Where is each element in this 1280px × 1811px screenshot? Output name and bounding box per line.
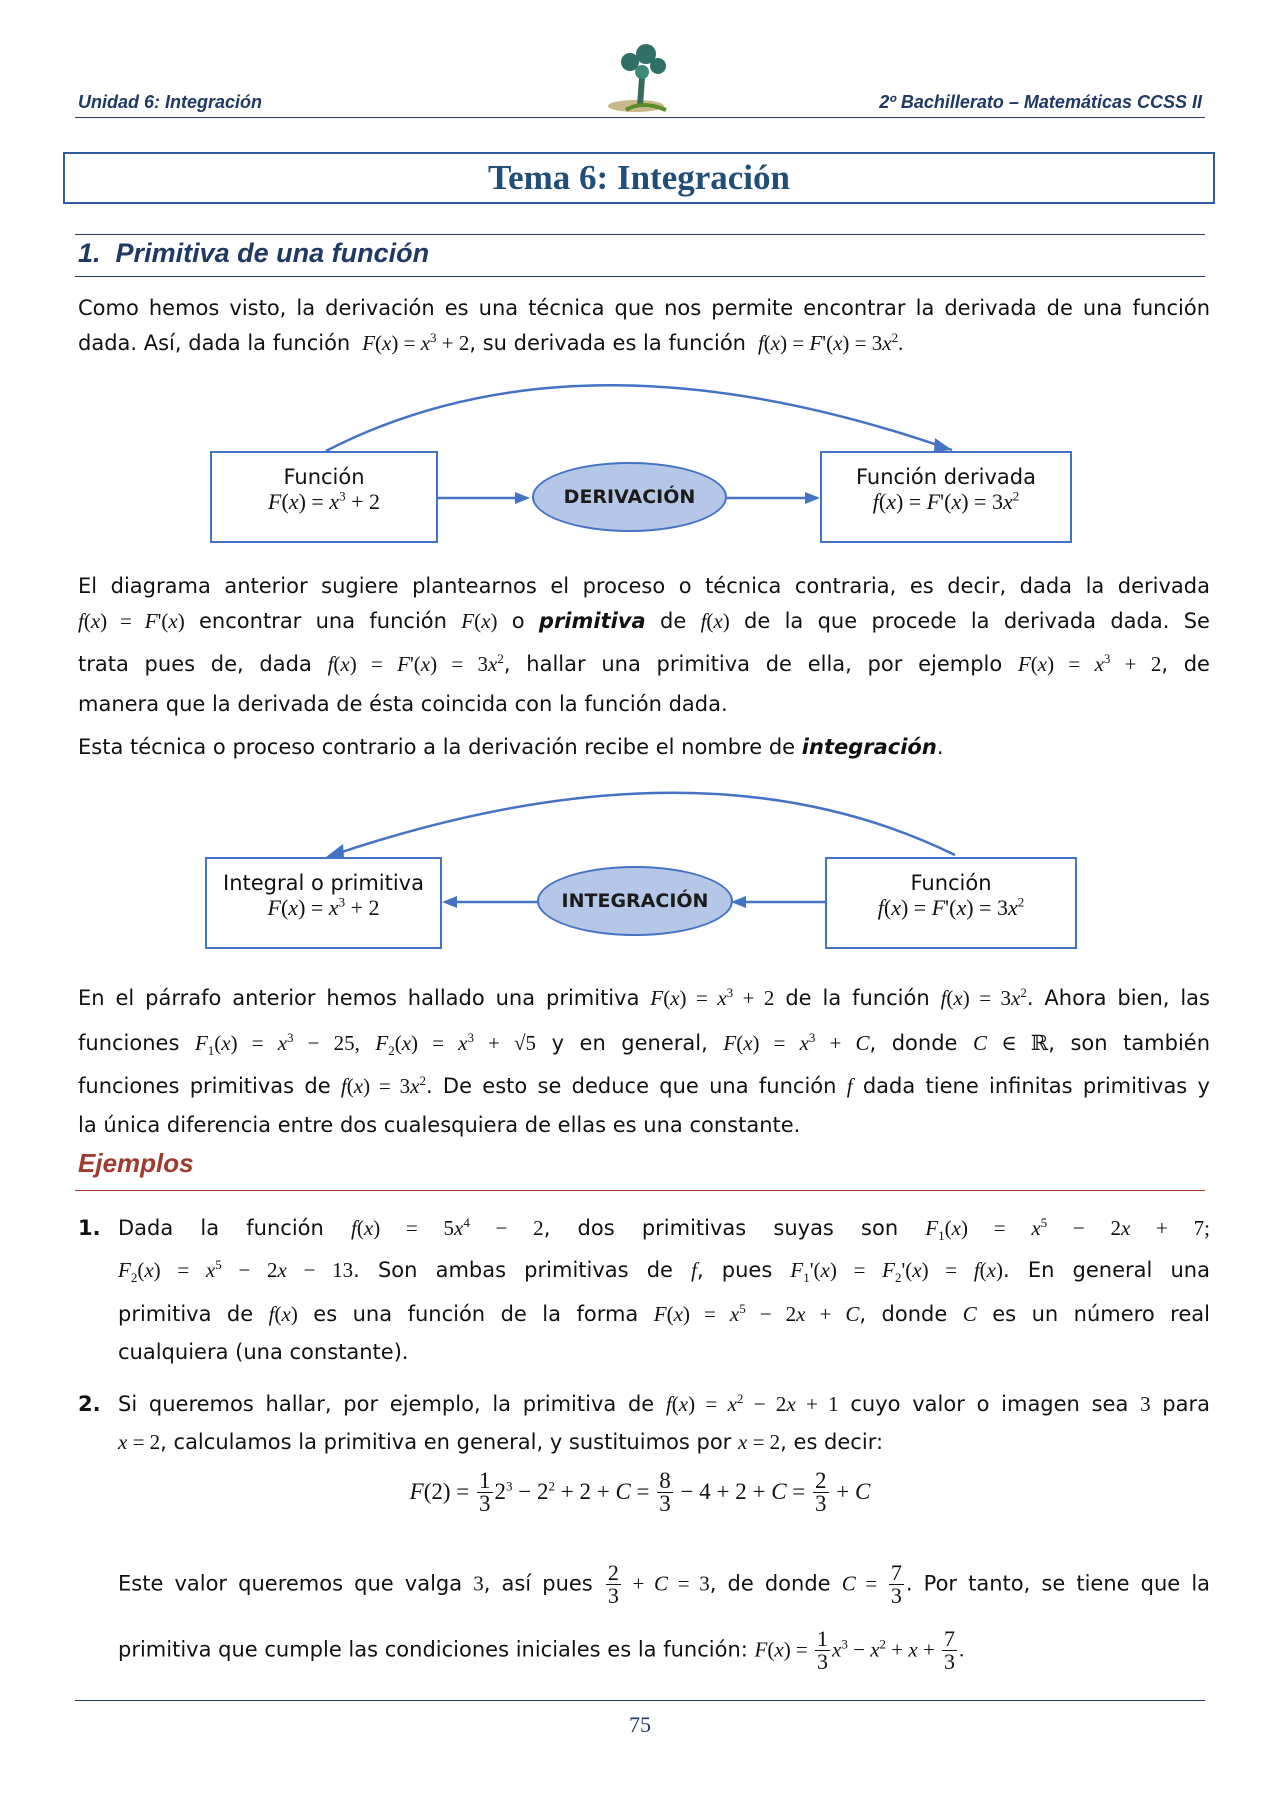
para2-line-2: f(x) = F'(x) encontrar una función F(x) o primitiva de f(x) de la que procede la derivada dada. Se — [78, 609, 1210, 633]
page-title: Tema 6: Integración — [487, 158, 790, 197]
example-1-line-4: cualquiera (una constante). — [118, 1340, 409, 1364]
example-2-line-4: primitiva que cumple las condiciones iniciales es la función: F(x) = $\frac{1}{3}$ $x^3 - x^2 + x$ + $\frac{7}{3}$ . — [118, 1626, 965, 1674]
intro-line-1: Como hemos visto, la derivación es una técnica que nos permite encontrar la derivada de una función — [78, 296, 1210, 320]
section-rule-top — [75, 234, 1205, 235]
para4-line-4: la única diferencia entre dos cualesquiera de ellas es una constante. — [78, 1113, 801, 1137]
example-1-number: 1. — [78, 1216, 101, 1240]
tree-logo-icon — [606, 40, 678, 116]
examples-rule — [75, 1190, 1205, 1191]
para3: Esta técnica o proceso contrario a la derivación recibe el nombre de integración. — [78, 735, 944, 759]
intro-line-2: dada. Así, dada la función $F(x) = x^3 + 2$, su derivada es la función $f(x) = F'(x) = 3x^2$. — [78, 330, 904, 355]
para2-line-3: trata pues de, dada $f(x) = F'(x) = 3x^2$, hallar una primitiva de ella, por ejemplo $F(x) = x^3 + 2$, de — [78, 651, 1210, 676]
example-1-line-1: Dada la función $f(x) = 5x^4 - 2$, dos primitivas suyas son $F_1(x) = x^5 - 2x + 7$; — [118, 1215, 1210, 1244]
para4-line-2: funciones $F_1(x) = x^3 - 25$, $F_2(x) = x^3 + √5$ y en general, $F(x) = x^3 + C$, donde C ∈ ℝ, son también — [78, 1030, 1211, 1059]
derived-function-box: Función derivada $f(x) = F'(x) = 3x^2$ — [820, 451, 1072, 543]
given-function-box: Función $f(x) = F'(x) = 3x^2$ — [825, 857, 1077, 949]
function-box: Función $F(x) = x^3 + 2$ — [210, 451, 438, 543]
example-1-line-3: primitiva de f(x) es una función de la forma $F(x) = x^5 - 2x + C$, donde C es un número real — [118, 1301, 1210, 1326]
derivation-ellipse: DERIVACIÓN — [532, 462, 727, 532]
para4-line-1: En el párrafo anterior hemos hallado una primitiva $F(x) = x^3 + 2$ de la función $f(x) = 3x^2$. Ahora bien, las — [78, 985, 1210, 1010]
example-2-line-3: Este valor queremos que valga 3, así pues $\frac{2}{3}$ + C = 3, de donde C = $\frac{7}{3}$ . Por tanto, se tiene que la — [118, 1560, 1211, 1608]
examples-heading: Ejemplos — [78, 1148, 194, 1178]
title-box — [63, 152, 1215, 204]
section-rule-bottom — [75, 276, 1205, 277]
display-equation: F(2) = $\frac{1}{3}$ $2^3 - 2^2 + 2 + C$ = $\frac{8}{3}$ − 4 + 2 + C = $\frac{2}{3}$ + C — [409, 1468, 871, 1516]
integration-ellipse: INTEGRACIÓN — [537, 866, 733, 936]
footer-divider — [75, 1700, 1205, 1701]
para4-line-3: funciones primitivas de $f(x) = 3x^2$. De esto se deduce que una función f dada tiene infinitas primitivas y — [78, 1073, 1210, 1098]
page-number: 75 — [629, 1712, 651, 1737]
section-heading: 1. Primitiva de una función — [78, 238, 430, 268]
example-1-line-2: $F_2(x) = x^5 - 2x - 13$. Son ambas primitivas de f, pues $F_1'(x) = F_2'(x) = f(x)$. En general una — [118, 1257, 1210, 1286]
header-course: 2º Bachillerato – Matemáticas CCSS II — [879, 92, 1202, 112]
example-2-number: 2. — [78, 1392, 101, 1416]
para2-line-1: El diagrama anterior sugiere plantearnos el proceso o técnica contraria, es decir, dada la derivada — [78, 574, 1210, 598]
example-2-line-2: x = 2, calculamos la primitiva en general, y sustituimos por x = 2, es decir: — [118, 1430, 884, 1454]
header-unit: Unidad 6: Integración — [78, 92, 263, 112]
example-2-line-1: Si queremos hallar, por ejemplo, la primitiva de $f(x) = x^2 - 2x + 1$ cuyo valor o imagen sea 3 para — [118, 1391, 1210, 1416]
primitive-box: Integral o primitiva $F(x) = x^3 + 2$ — [205, 857, 442, 949]
para2-line-4: manera que la derivada de ésta coincida con la función dada. — [78, 692, 728, 716]
header-divider — [75, 117, 1205, 118]
